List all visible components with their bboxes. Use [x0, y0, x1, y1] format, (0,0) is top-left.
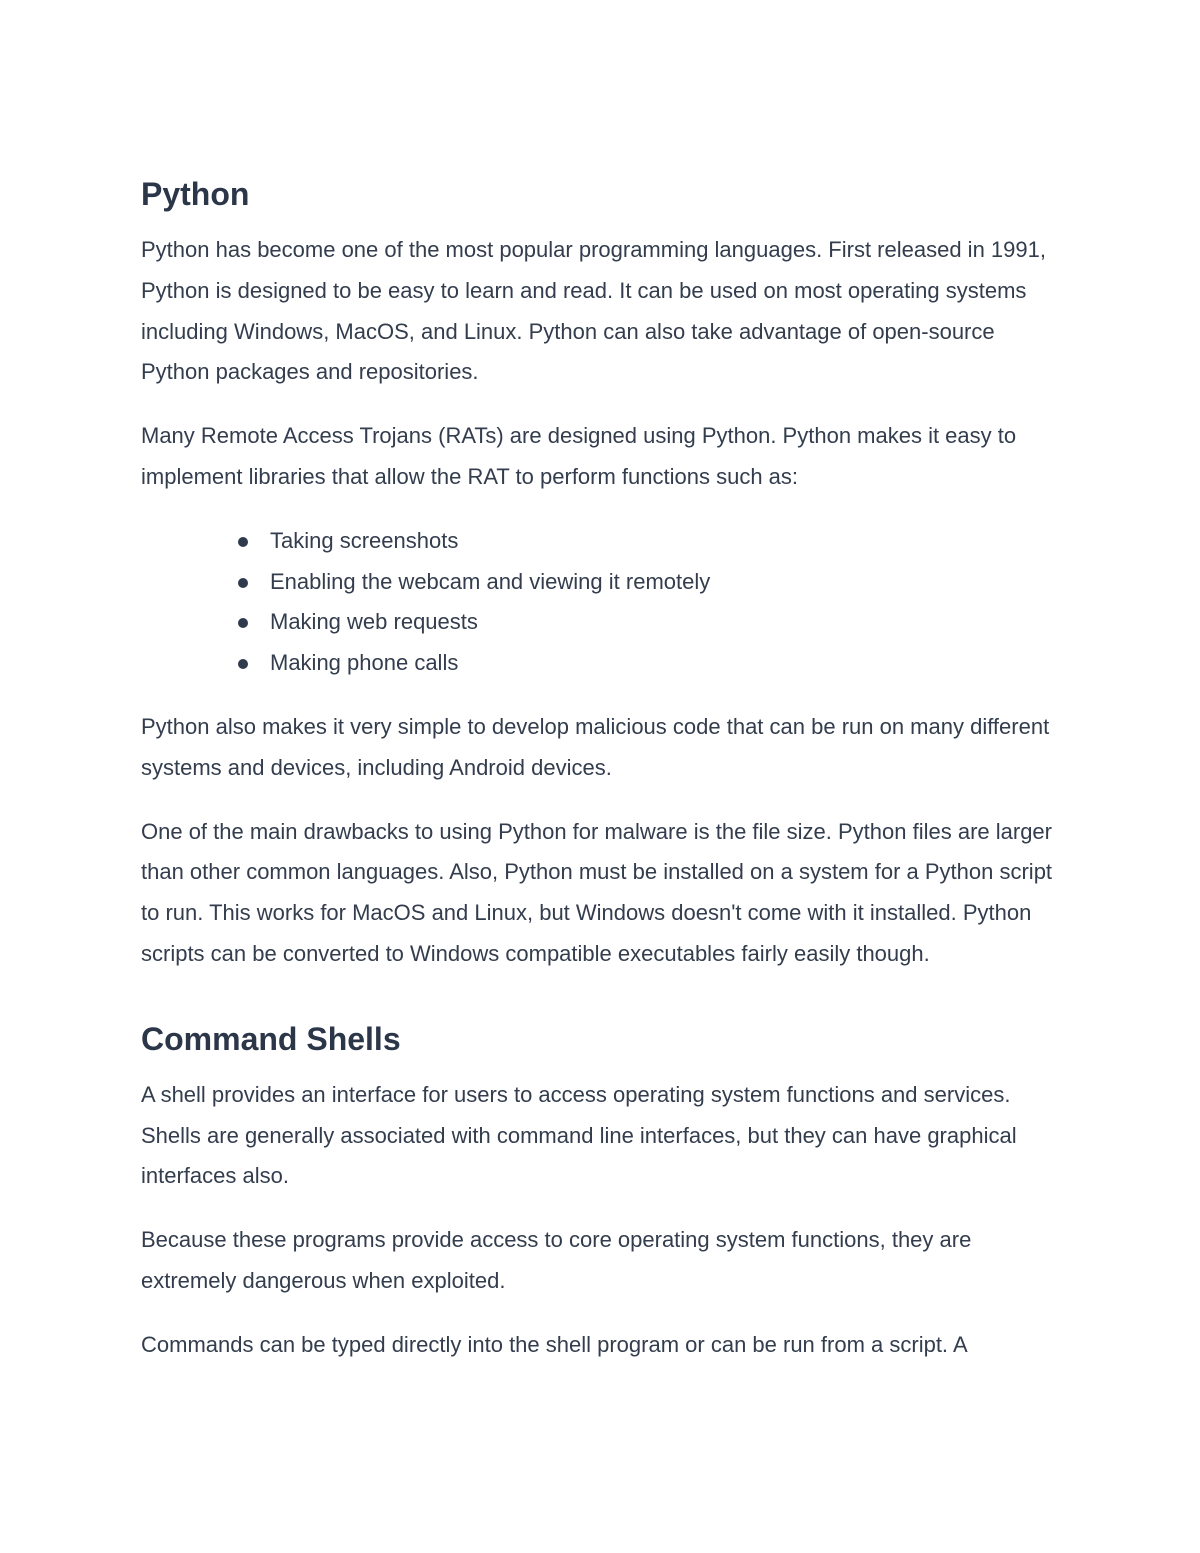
paragraph: Because these programs provide access to core operating system functions, they are extremely dangerous when exploited.: [141, 1227, 972, 1293]
paragraph: Commands can be typed directly into the shell program or can be run from a script. A: [141, 1331, 968, 1357]
section-heading-python: Python: [141, 176, 250, 212]
list-item: [141, 562, 1066, 603]
paragraph: Python has become one of the most popular programming languages. First released in 1991, Python is designed to be easy to learn and read. It can be used on most operating systems including Windows, MacOS, and Linux. Python can also take advantage of open-source Python packages and repositories.: [141, 237, 1046, 385]
document-page: [141, 174, 1066, 1389]
paragraph: One of the main drawbacks to using Python for malware is the file size. Python files are larger than other common languages. Also, Python must be installed on a system for a Python script to run. This works for MacOS and Linux, but Windows doesn't come with it installed. Python scripts can be converted to Windows compatible executables fairly easily though.: [141, 818, 1053, 966]
list-item-text: Making web requests: [270, 609, 478, 635]
paragraph: Python also makes it very simple to develop malicious code that can be run on many different systems and devices, including Android devices.: [141, 713, 1050, 780]
paragraph: Many Remote Access Trojans (RATs) are designed using Python. Python makes it easy to implement libraries that allow the RAT to perform functions such as:: [141, 423, 1017, 489]
paragraph: A shell provides an interface for users to access operating system functions and services. Shells are generally associated with command line interfaces, but they can have graphical interfaces also.: [141, 1081, 1017, 1189]
bullet-list: [141, 521, 1066, 684]
section-heading-command-shells: Command Shells: [141, 1020, 401, 1057]
bullet-icon: [238, 659, 248, 669]
list-item: [141, 643, 1066, 684]
list-item-text: Making phone calls: [270, 650, 459, 676]
list-item-text: Enabling the webcam and viewing it remotely: [270, 568, 711, 594]
list-item-text: Taking screenshots: [270, 527, 459, 553]
list-item: [141, 521, 1066, 562]
bullet-icon: [238, 618, 248, 628]
bullet-icon: [238, 578, 248, 588]
bullet-icon: [238, 537, 248, 547]
list-item: [141, 602, 1066, 643]
